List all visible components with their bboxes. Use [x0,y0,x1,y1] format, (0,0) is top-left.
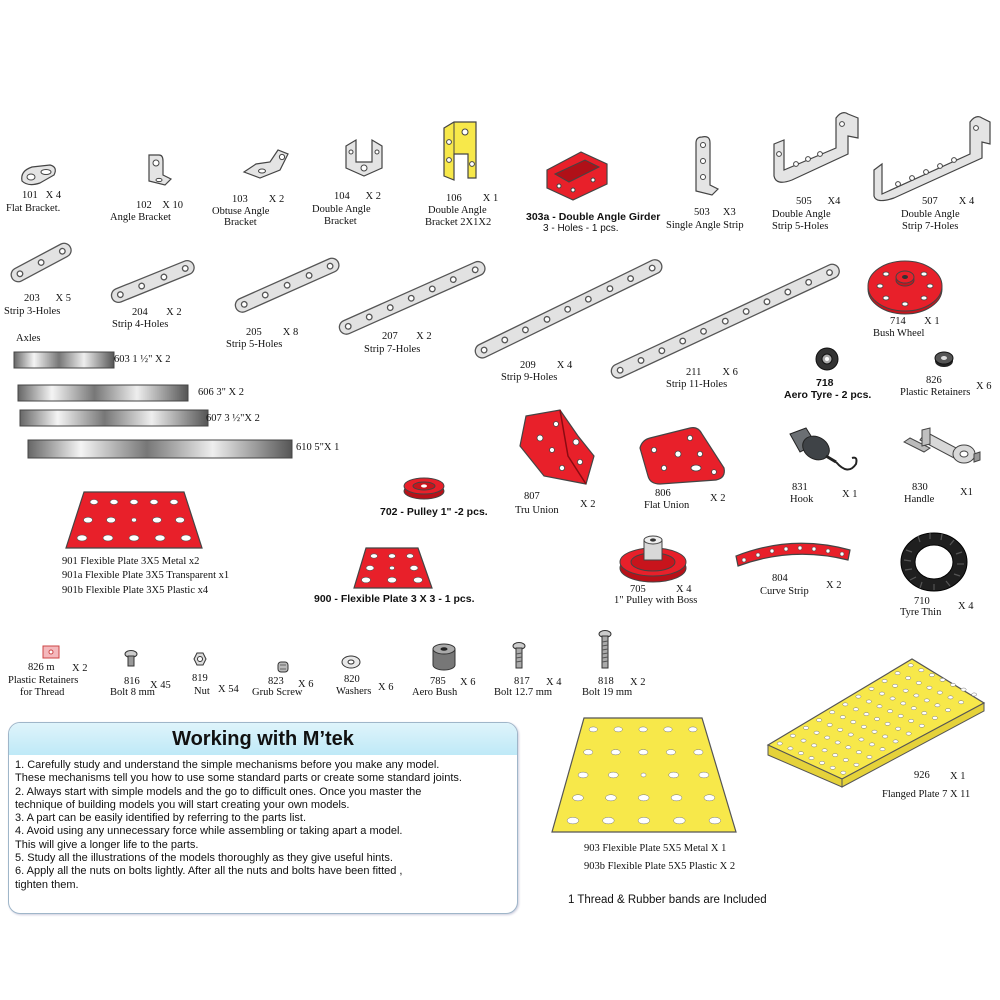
double-angle-strip-5-holes-image [772,108,862,190]
part-104-number: 104 [334,191,350,202]
guide-item: 4. Avoid using any unnecessary force while assembling or taking apart a model. This will give a longer life to the parts. [15,825,403,851]
part-714-number: 714 [890,316,906,327]
part-926-number: 926 [914,770,930,781]
part-826m-number: 826 m [28,662,55,673]
part-104-name2: Bracket [324,216,357,227]
part-205-number: 205 [246,327,262,338]
part-807-qty: X 2 [580,499,596,510]
part-901a-qty: x1 [218,570,230,581]
part-203-name: Strip 3-Holes [4,306,61,317]
part-505-name1: Double Angle [772,209,831,220]
part-804-number: 804 [772,573,788,584]
guide-list [9,759,517,892]
tyre-thin-image [898,530,970,594]
flexible-plate-5x5-image [550,714,740,836]
part-820-number: 820 [344,674,360,685]
part-901-qty1: x2 [188,556,200,567]
part-211-name: Strip 11-Holes [666,379,728,390]
part-816-name: Bolt 8 mm [110,687,155,698]
part-816-qty: X 45 [150,680,171,691]
part-102-number: 102 [136,200,152,211]
part-820-qty: X 6 [378,682,394,693]
plastic-retainer-thread-image [42,644,62,660]
part-101-name: Flat Bracket. [6,203,61,214]
part-207-name: Strip 7-Holes [364,344,421,355]
aero-tyre-image [814,346,840,372]
part-819-name: Nut [194,686,210,697]
part-900-label: 900 - Flexible Plate 3 X 3 - 1 pcs. [314,593,475,605]
part-705-name: 1" Pulley with Boss [614,595,698,606]
flexible-plate-3x5-image [64,490,204,552]
axle-606: 606 3" X 2 [198,387,244,398]
part-826-qty: X 6 [976,381,992,392]
guide-title: Working with M’tek [172,728,354,750]
part-806-qty: X 2 [710,493,726,504]
part-804-name: Curve Strip [760,586,809,597]
axle-610: 610 5"X 1 [296,442,340,453]
part-903-line1: 903 Flexible Plate 5X5 Metal X 1 [584,843,727,854]
part-705-number: 705 [630,584,646,595]
part-901b-qty: x4 [197,585,209,596]
part-806-name: Flat Union [644,500,690,511]
part-823-number: 823 [268,676,284,687]
part-503-number: 503 [694,207,710,218]
part-710-qty: X 4 [958,601,974,612]
part-505-number: 505 [796,196,812,207]
part-804-qty: X 2 [826,580,842,591]
part-818-number: 818 [598,676,614,687]
thread-rubber-note: 1 Thread & Rubber bands are Included [568,894,767,906]
plastic-retainer-image [934,350,954,368]
part-818-qty: X 2 [630,677,646,688]
obtuse-angle-bracket-image [240,144,290,180]
part-807-name: Tru Union [515,505,559,516]
part-702-label: 702 - Pulley 1" -2 pcs. [380,506,488,518]
part-807-number: 807 [524,491,540,502]
part-211-qty: X 6 [722,367,738,378]
part-826m-name2: for Thread [20,687,65,698]
double-angle-girder-image [545,150,609,202]
part-817-name: Bolt 12.7 mm [494,687,553,698]
part-507-qty: X 4 [958,196,975,207]
part-819-number: 819 [192,673,208,684]
guide-item: 3. A part can be easily identified by referring to the parts list. [15,812,307,825]
tru-union-image [516,406,598,488]
part-205-name: Strip 5-Holes [226,339,283,350]
hook-image [786,424,862,476]
flanged-plate-7x11-image [762,655,992,787]
bolt-12-7mm-image [512,642,526,670]
part-101-qty: X 4 [45,190,62,201]
pulley-with-boss-image [618,532,688,584]
curve-strip-image [732,540,854,570]
bolt-8mm-image [124,650,138,668]
part-901a-line: 901a Flexible Plate 3X5 Transparent [62,570,216,581]
part-303a-line1: 303a - Double Angle Girder [526,211,661,223]
part-831-qty: X 1 [842,489,858,500]
part-785-number: 785 [430,676,446,687]
part-507-name1: Double Angle [901,209,960,220]
guide-header [9,723,517,755]
part-901b-line: 901b Flexible Plate 3X5 Plastic [62,585,195,596]
handle-image [900,420,982,468]
part-204-number: 204 [132,307,148,318]
part-209-name: Strip 9-Holes [501,372,558,383]
flat-union-image [638,424,728,486]
part-303a-line2: 3 - Holes - 1 pcs. [543,223,619,234]
aero-bush-image [430,642,458,672]
double-angle-strip-7-holes-image [872,112,992,200]
part-826-name: Plastic Retainers [900,387,971,398]
part-718-number: 718 [816,377,834,389]
part-806-number: 806 [655,488,671,499]
part-103-name2: Bracket [224,217,257,228]
part-104-qty: X 2 [365,191,381,202]
part-103-name1: Obtuse Angle [212,206,270,217]
guide-item: 6. Apply all the nuts on bolts lightly. After all the nuts and bolts have been fitted , tighten them. [15,865,403,891]
pulley-1-inch-image [402,474,446,500]
part-503-name: Single Angle Strip [666,220,744,231]
part-831-name: Hook [790,494,814,505]
part-101-number: 101 [22,190,38,201]
part-831-number: 831 [792,482,808,493]
part-817-number: 817 [514,676,530,687]
flat-bracket-image [18,163,58,187]
part-817-qty: X 4 [546,677,562,688]
part-505-qty: X4 [827,196,841,207]
part-204-name: Strip 4-Holes [112,319,169,330]
part-816-number: 816 [124,676,140,687]
part-785-qty: X 6 [460,677,476,688]
part-203-qty: X 5 [55,293,71,304]
axle-603: 603 1 ½" X 2 [114,354,171,365]
part-106-qty: X 1 [482,193,499,204]
part-211-number: 211 [686,367,702,378]
angle-bracket-image [143,153,173,189]
part-830-qty: X1 [960,487,973,498]
part-785-name: Aero Bush [412,687,458,698]
part-823-name: Grub Screw [252,687,303,698]
part-826m-name1: Plastic Retainers [8,675,79,686]
grub-screw-image [276,660,290,674]
part-203-number: 203 [24,293,40,304]
part-103-number: 103 [232,194,248,205]
part-714-qty: X 1 [924,316,940,327]
part-207-qty: X 2 [416,331,432,342]
part-818-name: Bolt 19 mm [582,687,633,698]
part-903b-line: 903b Flexible Plate 5X5 Plastic X 2 [584,861,736,872]
part-705-qty: X 4 [676,584,692,595]
axles-image [10,350,310,462]
part-209-number: 209 [520,360,536,371]
part-826m-qty: X 2 [72,663,88,674]
part-820-name: Washers [336,686,372,697]
part-718-name: Aero Tyre - 2 pcs. [784,389,872,401]
flexible-plate-3x3-image [352,546,434,590]
part-819-qty: X 54 [218,684,239,695]
washer-image [340,654,362,670]
working-guide-panel [8,722,518,914]
part-926-name: Flanged Plate 7 X 11 [882,789,971,800]
part-103-qty: X 2 [268,194,285,205]
part-926-qty: X 1 [950,771,966,782]
bush-wheel-image [866,258,944,316]
axles-title: Axles [16,333,41,344]
part-830-number: 830 [912,482,928,493]
part-204-qty: X 2 [166,307,182,318]
part-901-line1: 901 Flexible Plate 3X5 Metal [62,556,187,567]
part-106-name1: Double Angle [428,205,487,216]
part-207-number: 207 [382,331,398,342]
part-710-number: 710 [914,596,930,607]
part-507-number: 507 [922,196,938,207]
double-angle-bracket-image [344,138,384,178]
part-102-name: Angle Bracket [110,212,171,223]
guide-item: 5. Study all the illustrations of the models thoroughly as they give useful hints. [15,852,393,865]
part-826-number: 826 [926,375,942,386]
guide-item: 2. Always start with simple models and the go to difficult ones. Once you master the technique of building models you will start creating your own models. [15,785,422,811]
part-106-number: 106 [446,193,462,204]
double-angle-bracket-2x1x2-image [440,120,480,182]
bolt-19mm-image [598,630,612,670]
part-823-qty: X 6 [298,679,314,690]
part-710-name: Tyre Thin [900,607,942,618]
part-830-name: Handle [904,494,935,505]
nut-image [192,652,208,666]
part-106-name2: Bracket 2X1X2 [425,217,492,228]
part-102-qty: X 10 [162,200,183,211]
part-104-name1: Double Angle [312,204,371,215]
axle-607: 607 3 ½"X 2 [206,413,260,424]
part-505-name2: Strip 5-Holes [772,221,829,232]
single-angle-strip-image [688,135,720,197]
part-714-name: Bush Wheel [873,328,925,339]
part-205-qty: X 8 [282,327,299,338]
guide-item: 1. Carefully study and understand the simple mechanisms before you make any model. These mechanisms tell you how to use some standard parts or create some standard joints. [15,759,462,785]
part-503-qty: X3 [722,207,736,218]
part-507-name2: Strip 7-Holes [902,221,959,232]
part-209-qty: X 4 [556,360,573,371]
